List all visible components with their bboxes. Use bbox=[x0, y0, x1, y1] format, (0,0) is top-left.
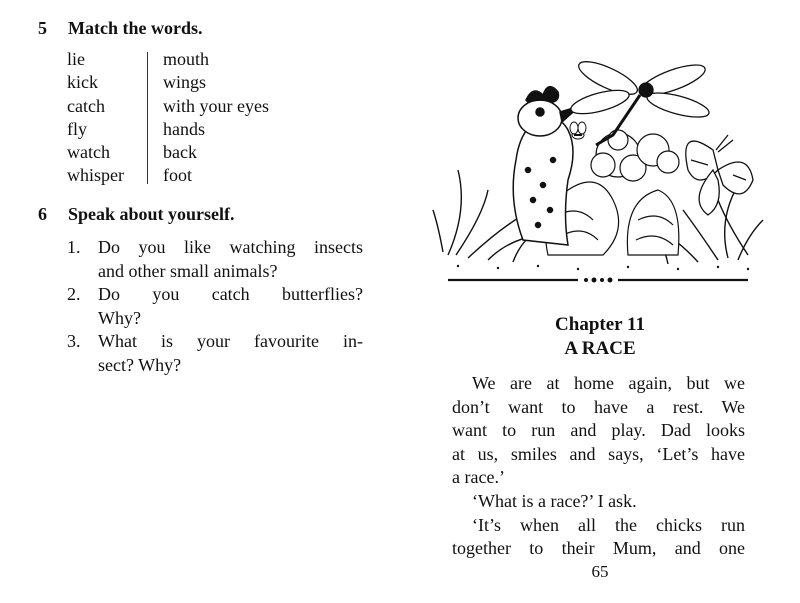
match-right-column bbox=[163, 48, 383, 188]
match-right-word: wings bbox=[163, 72, 207, 93]
story-line: We are at home again, but we bbox=[472, 373, 745, 393]
story-line: together to their Mum, and one bbox=[452, 538, 745, 559]
chapter-number: Chapter 11 bbox=[555, 314, 645, 335]
question-number: 3. bbox=[67, 331, 81, 351]
insects-illustration bbox=[428, 40, 768, 290]
match-left-word: whisper bbox=[67, 165, 124, 186]
column-divider bbox=[147, 52, 148, 184]
question-line: What is your favourite in- bbox=[98, 331, 363, 351]
question-line: and other small animals? bbox=[98, 260, 278, 281]
match-left-word: lie bbox=[67, 49, 85, 69]
match-right-word: foot bbox=[163, 165, 192, 186]
story-line: want to run and play. Dad looks bbox=[452, 420, 745, 441]
question-line: Why? bbox=[98, 307, 141, 328]
story-line: at us, smiles and says, ‘Let’s have bbox=[452, 443, 745, 464]
exercise-5-heading bbox=[38, 18, 202, 39]
question-item bbox=[67, 283, 363, 330]
match-left-word: kick bbox=[67, 72, 98, 93]
ornament-divider bbox=[448, 278, 748, 283]
question-number: 1. bbox=[67, 237, 81, 257]
exercise-number: 6 bbox=[38, 204, 47, 224]
exercise-title: Match the words. bbox=[68, 18, 203, 38]
story-line: ‘What is a race?’ I ask. bbox=[472, 490, 637, 511]
right-page bbox=[400, 0, 800, 603]
question-line: sect? Why? bbox=[98, 354, 182, 375]
exercise-title: Speak about yourself. bbox=[68, 204, 235, 224]
story-text bbox=[452, 372, 745, 561]
question-line: Do you like watching insects bbox=[98, 237, 363, 257]
story-line: don’t want to have a rest. We bbox=[452, 396, 745, 417]
exercise-number: 5 bbox=[38, 18, 47, 38]
question-number: 2. bbox=[67, 284, 81, 304]
story-line: ‘It’s when all the chicks run bbox=[472, 514, 745, 535]
match-right-word: mouth bbox=[163, 49, 210, 69]
match-left-word: watch bbox=[67, 142, 110, 163]
bee-icon bbox=[570, 122, 586, 139]
page-number: 65 bbox=[591, 562, 609, 581]
match-left-column bbox=[67, 48, 147, 188]
ground-dots bbox=[457, 265, 749, 270]
question-item bbox=[67, 236, 363, 283]
chapter-title: A RACE bbox=[564, 338, 636, 359]
question-list bbox=[67, 236, 363, 377]
story-line: a race.’ bbox=[452, 467, 505, 488]
match-right-word: with your eyes bbox=[163, 95, 269, 116]
match-right-word: hands bbox=[163, 118, 205, 139]
exercise-6-heading bbox=[38, 204, 235, 225]
question-item bbox=[67, 330, 363, 377]
question-line: Do you catch butterflies? bbox=[98, 284, 363, 304]
match-right-word: back bbox=[163, 142, 197, 163]
dragonfly-icon bbox=[569, 55, 712, 145]
match-left-word: catch bbox=[67, 95, 105, 116]
match-left-word: fly bbox=[67, 118, 87, 139]
